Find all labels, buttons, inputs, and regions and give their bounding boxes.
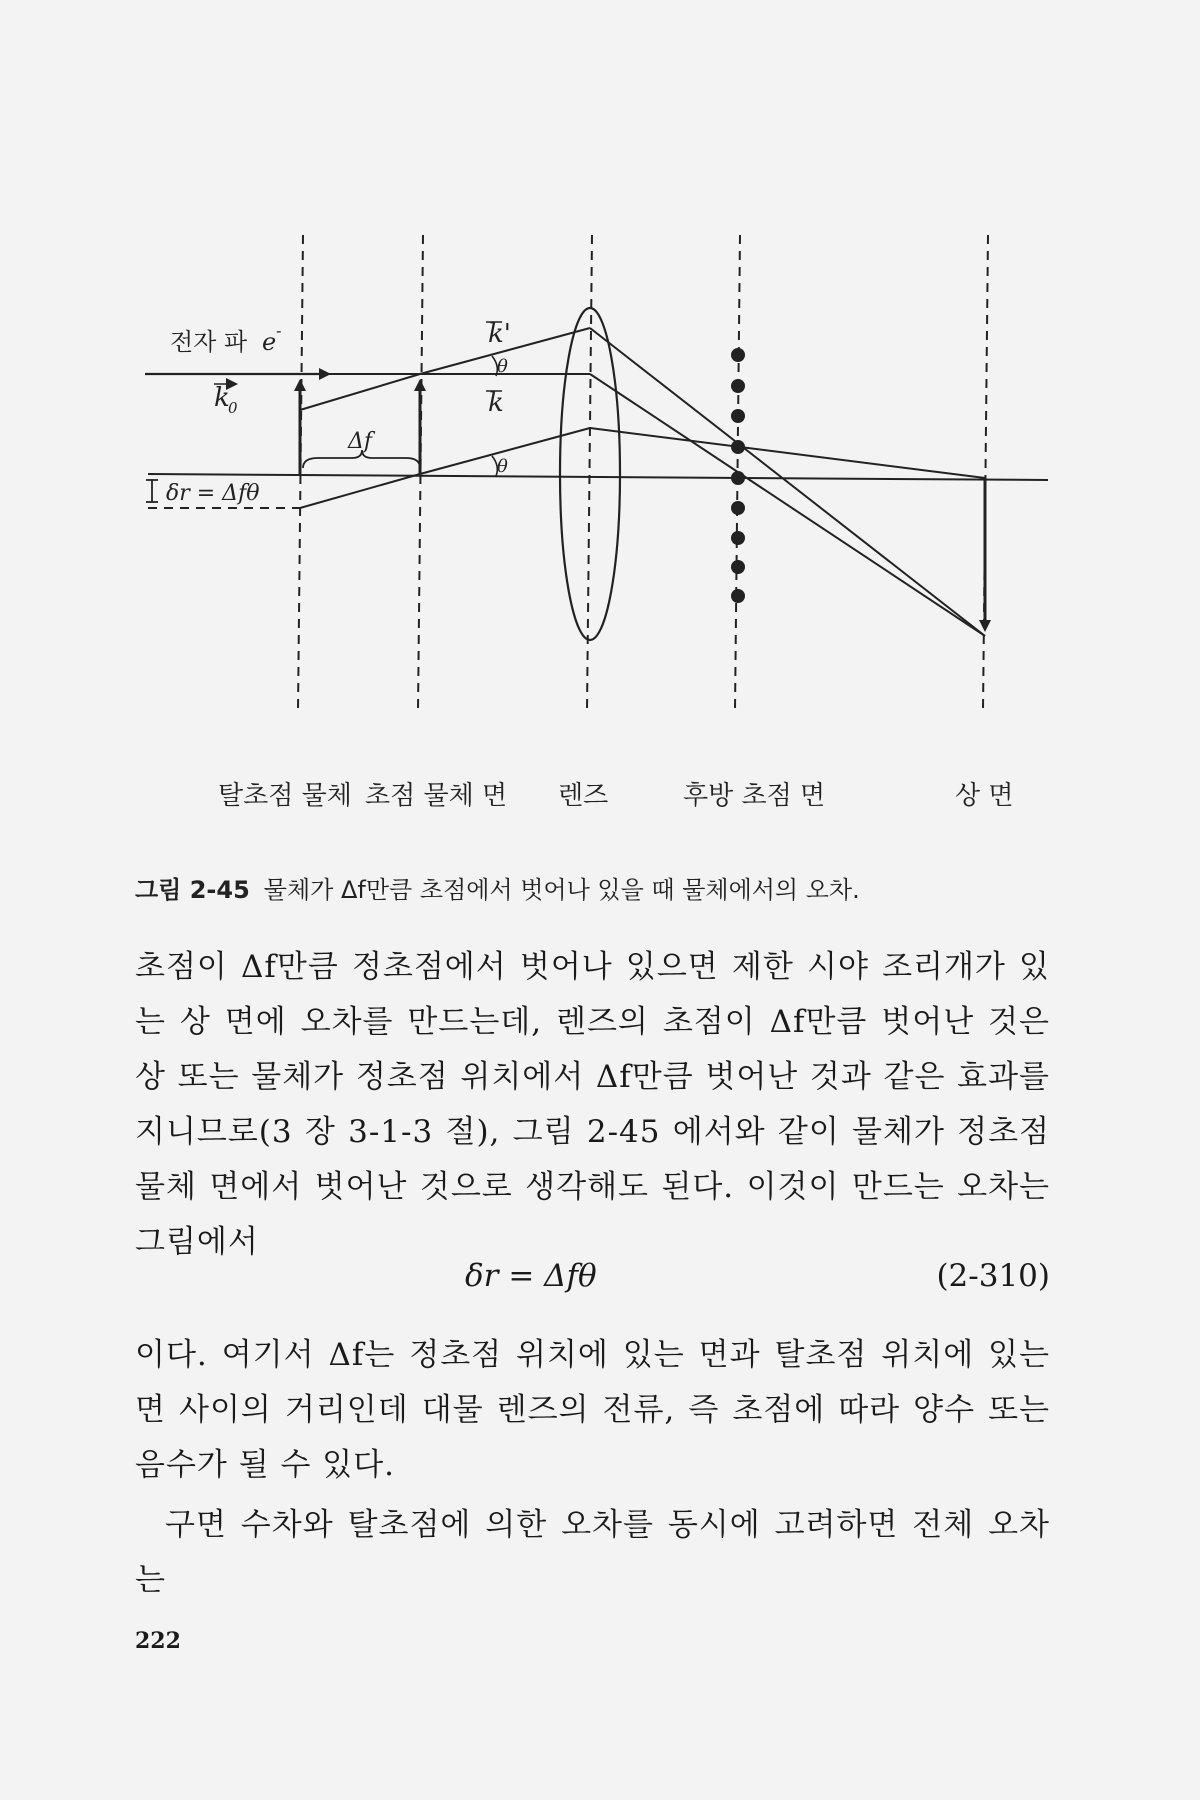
- spot: [731, 531, 745, 545]
- k0-label: k: [214, 383, 230, 413]
- delta-f-label: Δf: [348, 429, 373, 454]
- spot: [731, 409, 745, 423]
- diffraction-spots: [731, 348, 745, 603]
- k-prime-label: k': [488, 319, 511, 349]
- virtual-ray-upper: [300, 374, 420, 410]
- spot: [731, 348, 745, 362]
- spot: [731, 471, 745, 485]
- equation-expression: δr = Δfθ: [465, 1258, 597, 1294]
- figure-caption: [135, 870, 1095, 905]
- body-paragraph-1: 초점이 Δf만큼 정초점에서 벗어나 있으면 제한 시야 조리개가 있는 상 면에 오차를 만드는데, 렌즈의 초점이 Δf만큼 벗어난 것은 상 또는 물체가 정초점 위치에서 Δf만큼 벗어난 것과 같은 효과를 지니므로(3 장 3-1-3 절), 그림 2-45 에서와 같이 물체가 정초점 물체 면에서 벗어난 것으로 생각해도 된다. 이것이 만드는 오차는 그림에서: [135, 949, 1050, 1260]
- body-paragraph-2: 이다. 여기서 Δf는 정초점 위치에 있는 면과 탈초점 위치에 있는 면 사이의 거리인데 대물 렌즈의 전류, 즉 초점에 따라 양수 또는 음수가 될 수 있다.: [135, 1337, 1050, 1483]
- delta-r-label: δr = Δfθ: [166, 481, 260, 506]
- spot: [731, 501, 745, 515]
- spot: [731, 440, 745, 454]
- plane-lines: [298, 235, 988, 710]
- k-label: k: [488, 388, 504, 418]
- image-plane: [983, 235, 988, 710]
- electron-symbol: e: [262, 328, 277, 356]
- figure-caption-text: 물체가 Δf만큼 초점에서 벗어나 있을 때 물체에서의 오차.: [263, 876, 860, 904]
- refracted-ray-3: [590, 428, 985, 478]
- virtual-ray-lower: [300, 474, 420, 508]
- theta-label-bottom: θ: [497, 456, 508, 477]
- spot: [731, 379, 745, 393]
- electron-charge: -: [276, 321, 282, 340]
- page-number: 222: [135, 1628, 181, 1654]
- equation-2-310: [135, 1258, 1050, 1308]
- caption-lens: 렌즈: [558, 781, 609, 811]
- figure-number: 그림 2-45: [135, 876, 250, 904]
- refracted-ray-1: [590, 328, 985, 636]
- optical-axis: [148, 474, 1048, 480]
- caption-image-plane: 상 면: [955, 781, 1014, 811]
- electron-wave-label: 전자 파: [170, 328, 248, 356]
- k0-subscript: 0: [228, 399, 238, 417]
- spot: [731, 589, 745, 603]
- caption-back-focal-plane: 후방 초점 면: [683, 781, 826, 811]
- caption-focus-object-plane: 초점 물체 면: [365, 781, 508, 811]
- refracted-ray-2: [590, 374, 985, 636]
- objective-lens: [560, 308, 620, 640]
- caption-defocus-object: 탈초점 물체: [218, 781, 352, 811]
- body-paragraph-3: 구면 수차와 탈초점에 의한 오차를 동시에 고려하면 전체 오차는: [135, 1507, 1050, 1598]
- defocus-ray-diagram: [0, 0, 1200, 800]
- equation-number: (2-310): [936, 1258, 1050, 1294]
- theta-label-top: θ: [497, 356, 508, 377]
- spot: [731, 560, 745, 574]
